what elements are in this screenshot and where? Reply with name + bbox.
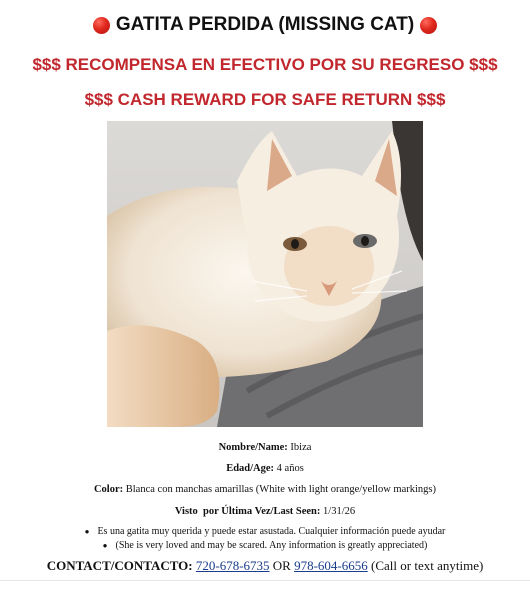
phone-link-1[interactable]: 720-678-6735 <box>195 558 270 573</box>
contact-note: (Call or text anytime) <box>371 558 484 573</box>
flyer-title-text: GATITA PERDIDA (MISSING CAT) <box>115 14 415 35</box>
age-line <box>0 463 530 474</box>
reward-line-spanish: $$$ RECOMPENSA EN EFECTIVO POR SU REGRESO $$$ <box>32 55 498 74</box>
bullet-icon: ● <box>102 541 108 550</box>
reward-line-english: $$$ CASH REWARD FOR SAFE RETURN $$$ <box>84 90 446 109</box>
cat-illustration <box>107 121 423 427</box>
bullet-icon: ● <box>84 527 90 536</box>
contact-line <box>0 558 530 574</box>
age-value: 4 años <box>276 463 304 474</box>
note-spanish: Es una gatita muy querida y puede estar asustada. Cualquier información puede ayudar <box>97 526 446 537</box>
last-seen-value: 1/31/26 <box>323 506 356 517</box>
last-seen-line <box>0 506 530 517</box>
name-line <box>0 442 530 453</box>
name-label: Nombre/Name: <box>218 442 288 453</box>
notes-list <box>0 525 530 553</box>
age-label: Edad/Age: <box>226 463 275 474</box>
contact-label: CONTACT/CONTACTO: <box>46 558 193 573</box>
divider <box>0 580 530 581</box>
flyer-title <box>0 14 530 36</box>
color-label: Color: <box>93 484 124 495</box>
red-circle-icon <box>93 17 110 34</box>
color-value: Blanca con manchas amarillas (White with light orange/yellow markings) <box>125 484 437 495</box>
last-seen-label: Visto por Última Vez/Last Seen: <box>174 506 321 517</box>
red-circle-icon <box>420 17 437 34</box>
color-line <box>0 484 530 495</box>
contact-or: OR <box>272 558 291 573</box>
phone-link-2[interactable]: 978-604-6656 <box>294 558 368 573</box>
list-item <box>0 539 530 553</box>
list-item <box>0 525 530 539</box>
note-english: (She is very loved and may be scared. Any information is greatly appreciated) <box>115 540 428 551</box>
cat-photo <box>107 121 423 427</box>
name-value: Ibiza <box>290 442 312 453</box>
